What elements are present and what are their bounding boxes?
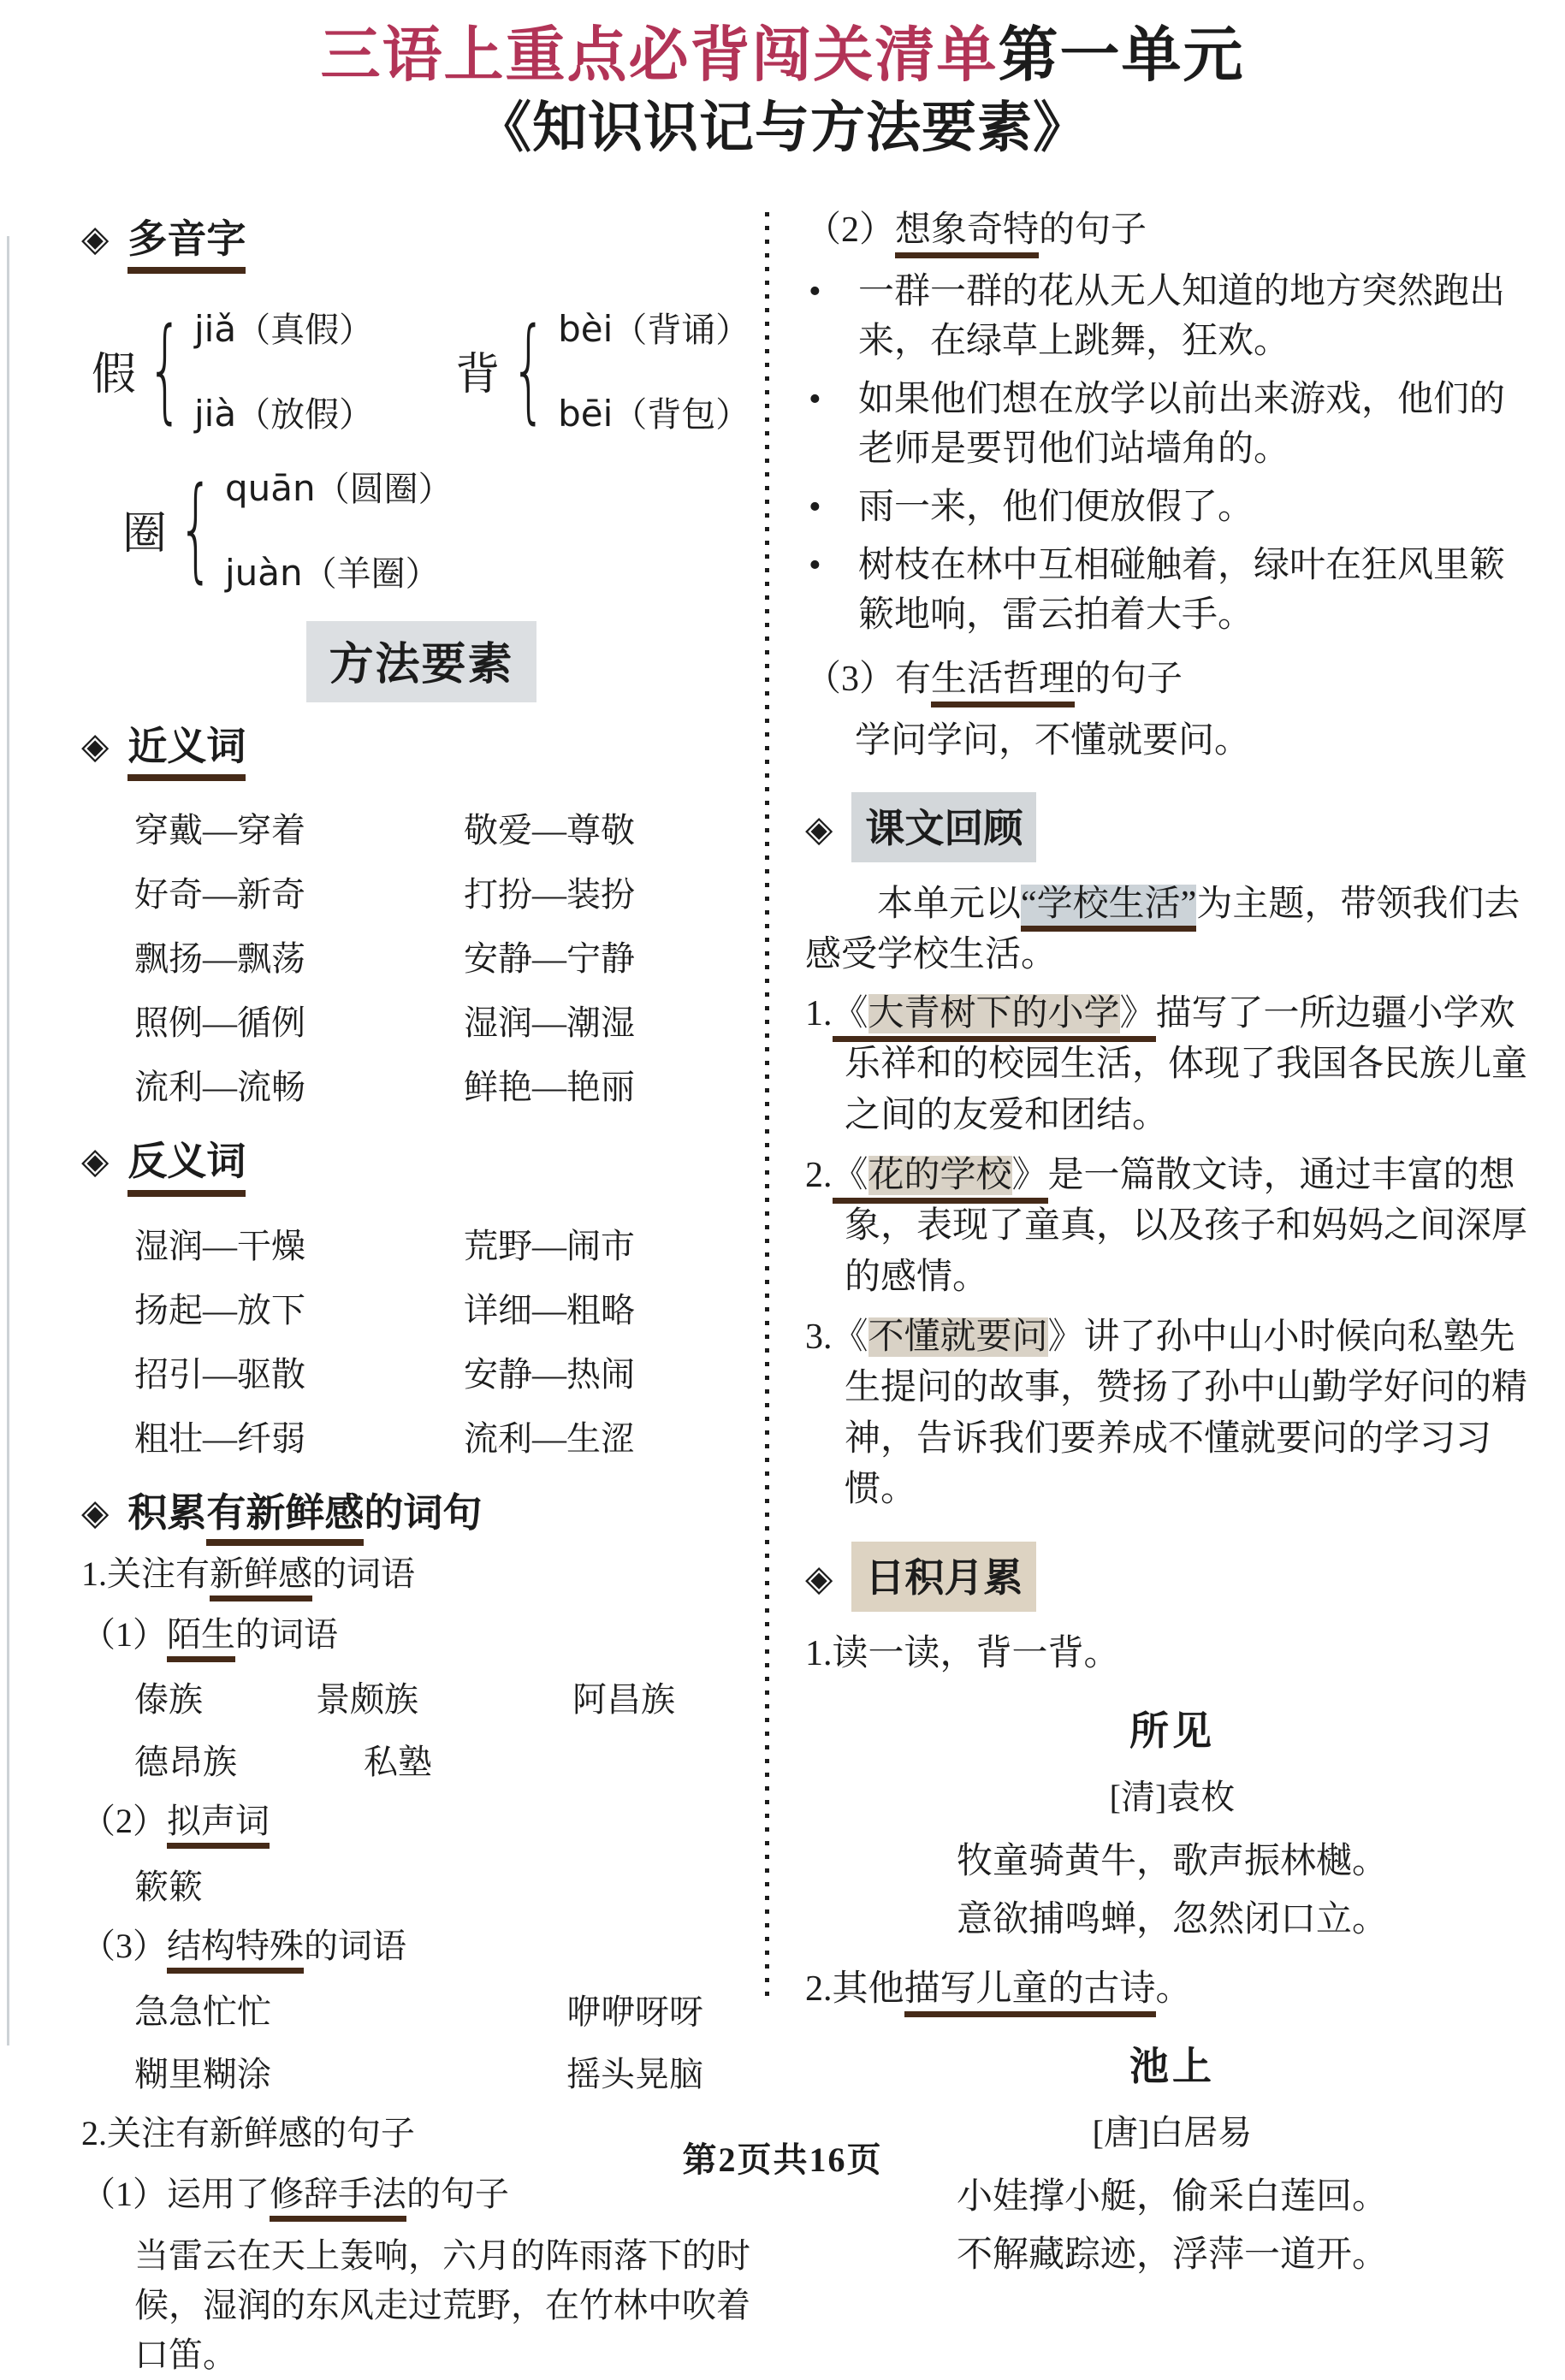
polyphone-readings: [225, 462, 453, 595]
polyphone-readings: [558, 303, 750, 436]
diamond-bullet-icon: ◈: [805, 807, 833, 850]
bullet-item: • 如果他们想在放学以前出来游戏，他们的老师是要罚他们站墙角的。: [805, 376, 1539, 475]
section-head-label: 积累有新鲜感的词句: [127, 1489, 482, 1536]
numbered-item: 2.其他描写儿童的古诗。: [805, 1964, 1539, 2015]
word-row: [81, 1860, 762, 1909]
numbered-item: 1.关注有新鲜感的词语: [81, 1550, 762, 1599]
sub-item: （3）有生活哲理的句子: [805, 654, 1539, 705]
section-head-label: 课文回顾: [851, 792, 1036, 862]
section-head-label: 多音字: [127, 216, 246, 274]
reading: bēi（背包）: [558, 393, 750, 435]
theme-highlight: “学校生活”: [1021, 885, 1196, 932]
course-item: 1.《大青树下的小学》描写了一所边疆小学欢乐祥和的校园生活，体现了我国各民族儿童之间的友爱和团结。: [805, 993, 1528, 1135]
section-head-label: 近义词: [127, 723, 246, 781]
sub-item: （2）拟声词: [81, 1797, 762, 1846]
word-row: [81, 1673, 762, 1721]
word-pair: 招引—驱散: [134, 1354, 305, 1394]
reading: jiǎ（真假）: [194, 308, 374, 351]
word: 急急忙忙: [134, 1992, 271, 2032]
numbered-item: 1.读一读，背一背。: [805, 1634, 1120, 1673]
word: 傣族: [134, 1680, 203, 1720]
page-content: [81, 204, 1539, 2380]
word-pair: 照例—循例: [134, 1004, 305, 1043]
antonym-list: [81, 1219, 762, 1460]
course-item: 3.《不懂就要问》讲了孙中山小时候向私塾先生提问的故事，赞扬了孙中山勤学好问的精神，告诉我们要养成不懂就要问的学习习惯。: [805, 1317, 1528, 1510]
diamond-bullet-icon: ◈: [81, 725, 110, 767]
polyphone-group: [455, 303, 750, 436]
numbered-item: 2.关注有新鲜感的句子: [81, 2114, 415, 2153]
poem-line: 不解藏踪迹，浮萍一道开。: [956, 2235, 1388, 2275]
word: 阿昌族: [572, 1680, 675, 1720]
sub-item: （1）运用了修辞手法的句子: [81, 2170, 762, 2219]
page-title: [0, 22, 1565, 159]
word: 糊里糊涂: [134, 2055, 271, 2094]
poem-line: 小娃撑小艇，偷采白莲回。: [956, 2176, 1388, 2217]
word-pair: 敬爱—尊敬: [464, 811, 635, 850]
reading: bèi（背诵）: [558, 308, 750, 351]
word-pair: 鲜艳—艳丽: [464, 1068, 635, 1107]
section-head-jinyici: [81, 723, 762, 781]
word-pair: 荒野—闹市: [464, 1226, 635, 1265]
page-number: 第2页共16页: [682, 2140, 883, 2179]
poem-line: 牧童骑黄牛，歌声振林樾。: [956, 1841, 1388, 1881]
diamond-bullet-icon: ◈: [81, 217, 110, 260]
word-pair: 湿润—潮湿: [464, 1004, 635, 1043]
poem-author: [清]袁枚: [1109, 1777, 1236, 1816]
poem-line: 意欲捕鸣蝉，忽然闭口立。: [956, 1899, 1388, 1939]
section-head-fanyici: [81, 1138, 762, 1196]
course-item: 2.《花的学校》是一篇散文诗，通过丰富的想象，表现了童真，以及孩子和妈妈之间深厚的感情。: [805, 1155, 1528, 1297]
bullet-dot-icon: •: [809, 271, 821, 311]
word-pair: 安静—宁静: [464, 939, 635, 979]
section-head-label: 日积月累: [851, 1542, 1036, 1612]
page-edge-line: [7, 236, 9, 2045]
word-pair: 打扮—装扮: [464, 875, 635, 915]
column-divider: [765, 212, 769, 1996]
word: 私塾: [364, 1743, 432, 1782]
word-pair: 详细—粗略: [464, 1290, 635, 1329]
polyphone-readings: [194, 303, 373, 436]
polyphone-row-2: [81, 462, 762, 595]
section-head-kewen: [805, 792, 1539, 862]
word-pair: 流利—流畅: [134, 1068, 305, 1107]
book-title: 《不懂就要问》: [832, 1317, 1084, 1357]
brace-icon: {: [147, 304, 184, 436]
bullet-item: • 树枝在林中互相碰触着，绿叶在狂风里簌簌地响，雷云拍着大手。: [805, 542, 1539, 641]
book-title: 《花的学校》: [833, 1156, 1048, 1204]
example-sentence: 当雷云在天上轰响，六月的阵雨落下的时候，湿润的东风走过荒野，在竹林中吹着口笛。: [134, 2235, 750, 2374]
word: 摇头晃脑: [566, 2055, 703, 2094]
reading: juàn（羊圈）: [225, 552, 440, 595]
word-pair: 流利—生涩: [464, 1418, 635, 1458]
bullet-item: • 雨一来，他们便放假了。: [805, 483, 1539, 533]
bullet-item: • 一群一群的花从无人知道的地方突然跑出来，在绿草上跳舞，狂欢。: [805, 268, 1539, 367]
polyphone-row-1: [81, 303, 762, 436]
word-pair: 安静—热闹: [464, 1354, 635, 1394]
brace-icon: {: [511, 304, 548, 436]
polyphone-char: 圈: [122, 509, 168, 559]
diamond-bullet-icon: ◈: [805, 1556, 833, 1599]
synonym-list: [81, 803, 762, 1109]
polyphone-char: 假: [92, 350, 137, 400]
reading: quān（圆圈）: [225, 467, 453, 510]
word-pair: 扬起—放下: [134, 1290, 305, 1329]
word-pair: 湿润—干燥: [134, 1226, 305, 1265]
title-highlight: 三语上重点必背闯关清单: [320, 23, 999, 89]
book-title: 《大青树下的小学》: [833, 994, 1156, 1042]
diamond-bullet-icon: ◈: [81, 1490, 110, 1533]
word: 咿咿呀呀: [566, 1992, 703, 2032]
polyphone-group: [92, 303, 373, 436]
section-head-label: 反义词: [127, 1138, 246, 1196]
sub-item: （3）结构特殊的词语: [81, 1922, 762, 1971]
title-line2: 《知识识记与方法要素》: [477, 97, 1088, 158]
reading: jià（放假）: [194, 393, 374, 435]
word-pair: 好奇—新奇: [134, 875, 305, 915]
section-head-jilei: [81, 1489, 762, 1536]
brace-icon: {: [178, 463, 215, 595]
title-line1: [0, 22, 1565, 92]
method-banner: 方法要素: [306, 621, 536, 702]
word-pair: 粗壮—纤弱: [134, 1418, 305, 1458]
right-column: [790, 204, 1539, 2284]
word-pair: 飘扬—飘荡: [134, 939, 305, 979]
example-sentence: 学问学问，不懂就要问。: [855, 721, 1251, 761]
word-row: [81, 1985, 762, 2034]
bullet-dot-icon: •: [809, 487, 821, 527]
unit-intro: 本单元以“学校生活”为主题，带领我们去感受学校生活。: [805, 885, 1521, 974]
polyphone-char: 背: [455, 350, 501, 400]
title-unit: 第一单元: [998, 23, 1245, 89]
word: 德昂族: [134, 1743, 237, 1782]
sub-item: （2）想象奇特的句子: [805, 205, 1539, 256]
sub-item: （1）陌生的词语: [81, 1611, 762, 1660]
bullet-dot-icon: •: [809, 545, 821, 585]
left-column: [81, 204, 762, 2380]
word-row: [81, 2047, 762, 2096]
section-head-riji: [805, 1542, 1539, 1612]
diamond-bullet-icon: ◈: [81, 1140, 110, 1182]
polyphone-group: [122, 462, 453, 595]
poem-title: 池上: [1129, 2044, 1215, 2088]
poem-author: [唐]白居易: [1092, 2112, 1253, 2152]
word: 景颇族: [316, 1680, 418, 1720]
bullet-dot-icon: •: [809, 379, 821, 419]
poem-title: 所见: [1129, 1708, 1215, 1753]
word-pair: 穿戴—穿着: [134, 811, 305, 850]
word-row: [81, 1735, 762, 1784]
section-head-duoyinzi: [81, 216, 762, 274]
word: 簌簌: [134, 1868, 203, 1907]
